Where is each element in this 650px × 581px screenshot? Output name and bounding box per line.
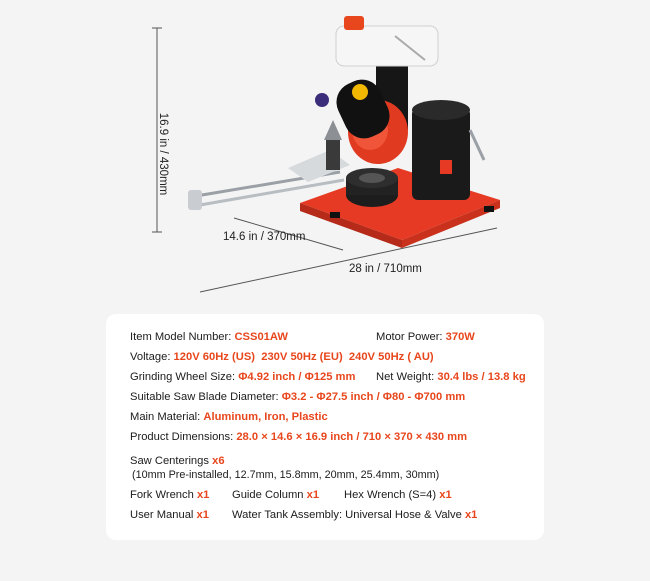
accessory-guide [232, 489, 319, 501]
width-dimension-label: 28 in / 710mm [349, 263, 422, 275]
tank-qty: x1 [464, 509, 478, 521]
weight-label: Net Weight: [376, 371, 435, 383]
motor-label: Motor Power: [376, 331, 443, 343]
motor-value: 370W [445, 331, 475, 343]
fork-label: Fork Wrench [130, 489, 194, 501]
hex-qty: x1 [439, 489, 452, 501]
product-dim-value: 28.0 × 14.6 × 16.9 inch / 710 × 370 × 430 mm [236, 431, 468, 443]
spec-card [106, 314, 544, 540]
spec-row-weight [376, 371, 526, 383]
wheel-label: Grinding Wheel Size: [130, 371, 236, 383]
motor-housing [412, 108, 470, 200]
spec-row-voltage [130, 351, 434, 363]
centering-note: (10mm Pre-installed, 12.7mm, 15.8mm, 20mm, 25.4mm, 30mm) [132, 469, 440, 481]
blade-label: Suitable Saw Blade Diameter: [130, 391, 279, 403]
weight-value: 30.4 lbs / 13.8 kg [437, 371, 526, 383]
spec-row-dimensions [130, 431, 467, 443]
spec-row-motor [376, 331, 475, 343]
voltage-value: 120V 60Hz (US) 230V 50Hz (EU) 240V 50Hz ( AU) [173, 351, 434, 363]
manual-label: User Manual [130, 509, 194, 521]
accessory-tank [232, 509, 477, 521]
tank-label: Water Tank Assembly: Universal Hose & Valve [232, 509, 462, 521]
centering-label: Saw Centerings [130, 455, 209, 467]
hex-label: Hex Wrench (S=4) [344, 489, 437, 501]
spec-row-blade [130, 391, 465, 403]
material-label: Main Material: [130, 411, 201, 423]
voltage-label: Voltage: [130, 351, 171, 363]
centering-qty: x6 [212, 455, 225, 467]
accessory-manual [130, 509, 209, 521]
accessory-centering [130, 455, 225, 467]
spec-row-material [130, 411, 328, 423]
blade-value: Φ3.2 - Φ27.5 inch / Φ80 - Φ700 mm [281, 391, 466, 403]
depth-dimension-label: 14.6 in / 370mm [223, 231, 306, 243]
wheel-value: Φ4.92 inch / Φ125 mm [238, 371, 356, 383]
material-value: Aluminum, Iron, Plastic [203, 411, 328, 423]
spec-row-model [130, 331, 288, 343]
model-value: CSS01AW [234, 331, 288, 343]
height-dimension-label: 16.9 in / 430mm [157, 112, 170, 196]
guide-qty: x1 [306, 489, 320, 501]
guide-label: Guide Column [232, 489, 304, 501]
water-tank [336, 26, 438, 66]
manual-qty: x1 [196, 509, 209, 521]
product-dim-label: Product Dimensions: [130, 431, 234, 443]
spec-row-wheel [130, 371, 355, 383]
accessory-hex [344, 489, 452, 501]
fork-qty: x1 [196, 489, 210, 501]
aluminum-arm [288, 150, 350, 182]
model-label: Item Model Number: [130, 331, 232, 343]
accessory-fork [130, 489, 209, 501]
